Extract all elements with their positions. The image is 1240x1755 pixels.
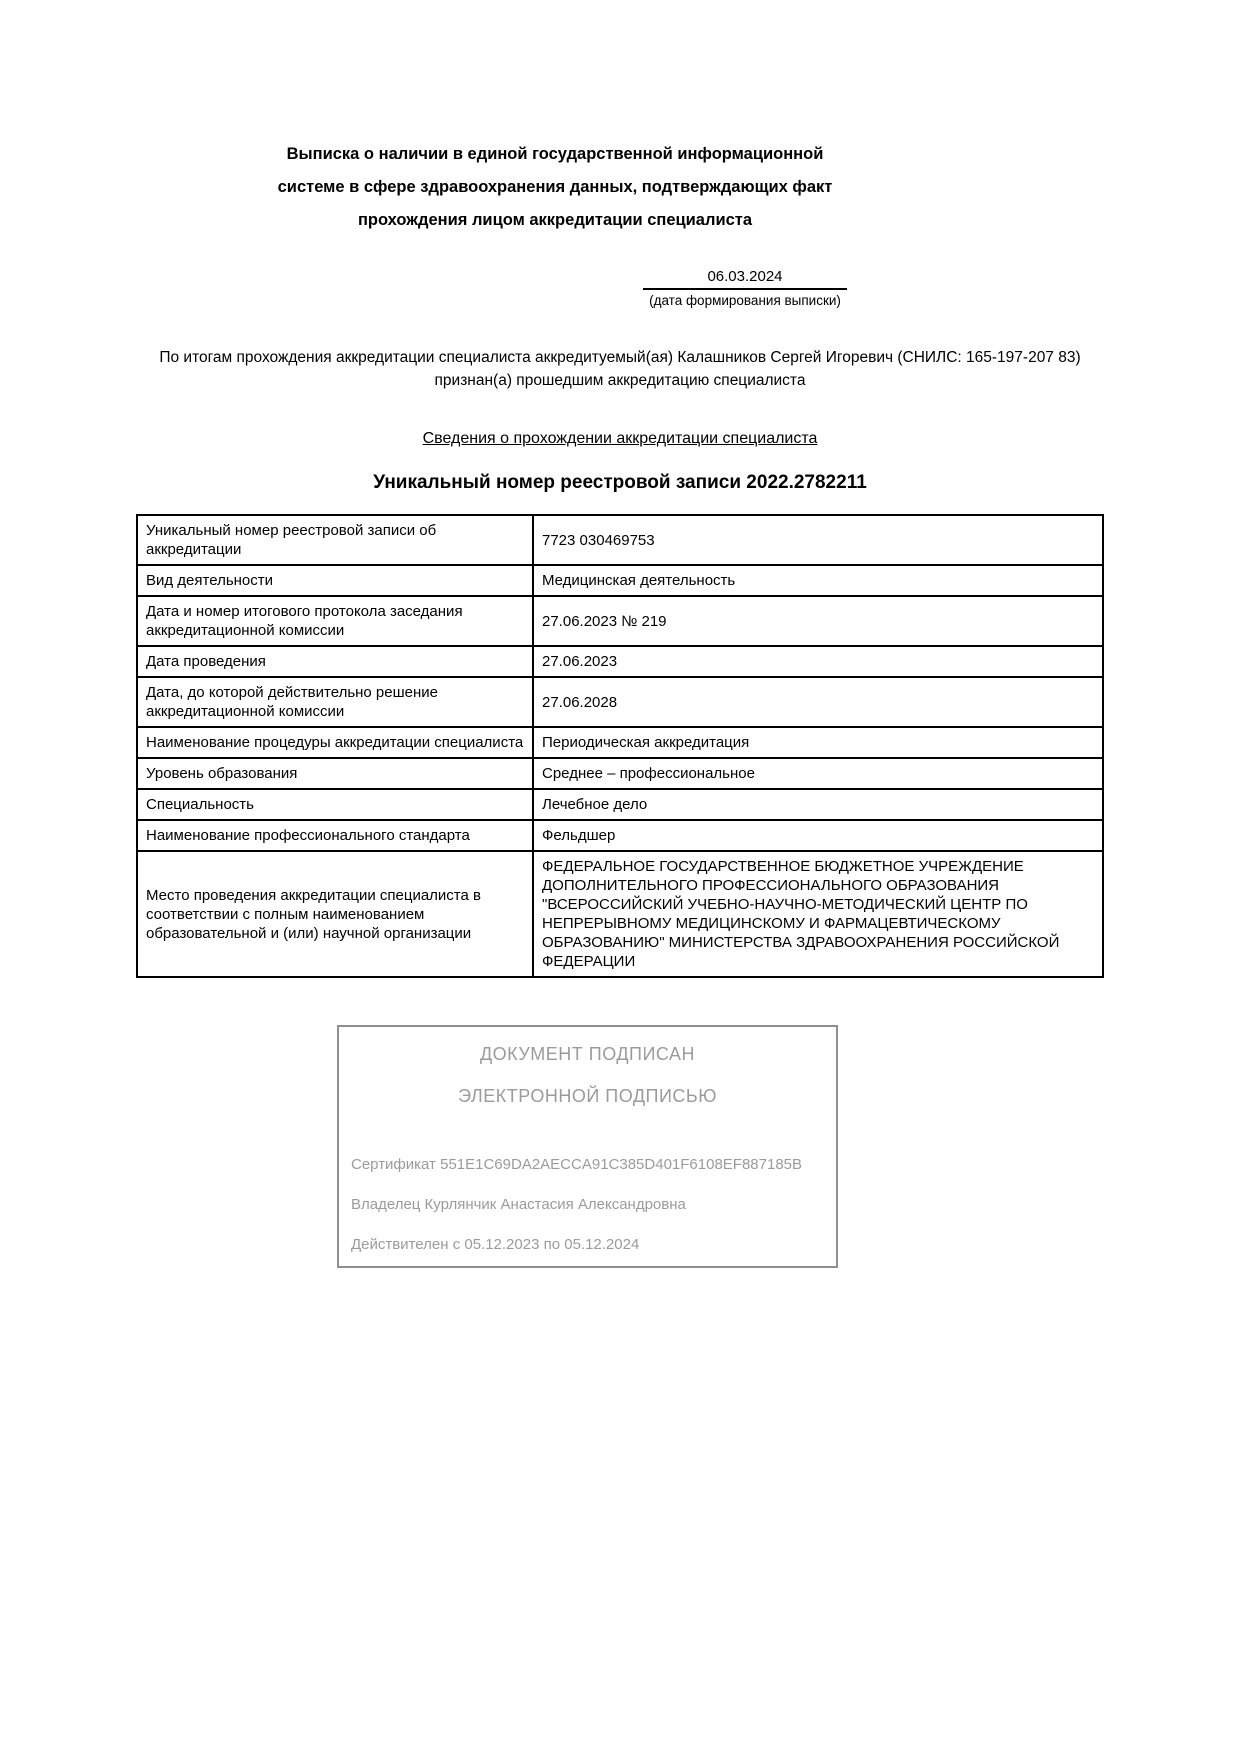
table-row [137, 727, 1103, 758]
section-heading: Сведения о прохождении аккредитации специалиста [422, 430, 818, 447]
table-row [137, 596, 1103, 646]
row-label: Наименование процедуры аккредитации специалиста [137, 727, 533, 758]
row-value: 27.06.2023 № 219 [533, 596, 1103, 646]
row-label: Дата и номер итогового протокола заседания аккредитационной комиссии [137, 596, 533, 646]
row-label: Дата проведения [137, 646, 533, 677]
row-value: 27.06.2028 [533, 677, 1103, 727]
table-row [137, 820, 1103, 851]
row-value: Периодическая аккредитация [533, 727, 1103, 758]
extract-date: 06.03.2024 [643, 267, 847, 290]
table-row [137, 677, 1103, 727]
row-label: Уровень образования [137, 758, 533, 789]
signature-certificate: Сертификат 551E1C69DA2AECCA91C385D401F6108EF887185B [351, 1156, 803, 1173]
table-row [137, 515, 1103, 565]
row-label: Уникальный номер реестровой записи об аккредитации [137, 515, 533, 565]
row-label: Наименование профессионального стандарта [137, 820, 533, 851]
row-label: Дата, до которой действительно решение аккредитационной комиссии [137, 677, 533, 727]
extract-date-block [643, 267, 847, 310]
signature-validity: Действителен с 05.12.2023 по 05.12.2024 [351, 1236, 640, 1253]
document-title [135, 138, 975, 237]
electronic-signature-stamp [337, 1025, 838, 1268]
extract-date-caption: (дата формирования выписки) [649, 293, 841, 308]
document-title-line: прохождения лицом аккредитации специалиста [357, 211, 753, 229]
table-row [137, 851, 1103, 977]
row-value: ФЕДЕРАЛЬНОЕ ГОСУДАРСТВЕННОЕ БЮДЖЕТНОЕ УЧРЕЖДЕНИЕ ДОПОЛНИТЕЛЬНОГО ПРОФЕССИОНАЛЬНОГО ОБРАЗОВАНИЯ "ВСЕРОССИЙСКИЙ УЧЕБНО-НАУЧНО-МЕТОДИЧЕСКИЙ ЦЕНТР ПО НЕПРЕРЫВНОМУ МЕДИЦИНСКОМУ И ФАРМАЦЕВТИЧЕСКОМУ ОБРАЗОВАНИЮ" МИНИСТЕРСТВА ЗДРАВООХРАНЕНИЯ РОССИЙСКОЙ ФЕДЕРАЦИИ [533, 851, 1103, 977]
signature-owner: Владелец Курлянчик Анастасия Александровна [351, 1196, 686, 1213]
table-row [137, 758, 1103, 789]
accreditation-result-paragraph: По итогам прохождения аккредитации специалиста аккредитуемый(ая) Калашников Сергей Игоревич (СНИЛС: 165-197-207 83) признан(а) прошедшим аккредитацию специалиста [159, 349, 1081, 389]
row-label: Вид деятельности [137, 565, 533, 596]
row-value: Фельдшер [533, 820, 1103, 851]
document-title-line: системе в сфере здравоохранения данных, подтверждающих факт [277, 178, 833, 196]
row-label: Место проведения аккредитации специалиста в соответствии с полным наименованием образовательной и (или) научной организации [137, 851, 533, 977]
document-content [135, 0, 1105, 978]
row-value: 7723 030469753 [533, 515, 1103, 565]
accreditation-table [136, 514, 1104, 978]
table-row [137, 646, 1103, 677]
signature-heading-line: ДОКУМЕНТ ПОДПИСАН [479, 1044, 696, 1064]
row-value: Лечебное дело [533, 789, 1103, 820]
table-row [137, 789, 1103, 820]
row-label: Специальность [137, 789, 533, 820]
table-row [137, 565, 1103, 596]
row-value: Медицинская деятельность [533, 565, 1103, 596]
row-value: Среднее – профессиональное [533, 758, 1103, 789]
signature-heading-line: ЭЛЕКТРОННОЙ ПОДПИСЬЮ [458, 1086, 717, 1106]
registry-number-heading: Уникальный номер реестровой записи 2022.2782211 [373, 472, 867, 493]
row-value: 27.06.2023 [533, 646, 1103, 677]
document-title-line: Выписка о наличии в единой государственной информационной [286, 145, 824, 163]
